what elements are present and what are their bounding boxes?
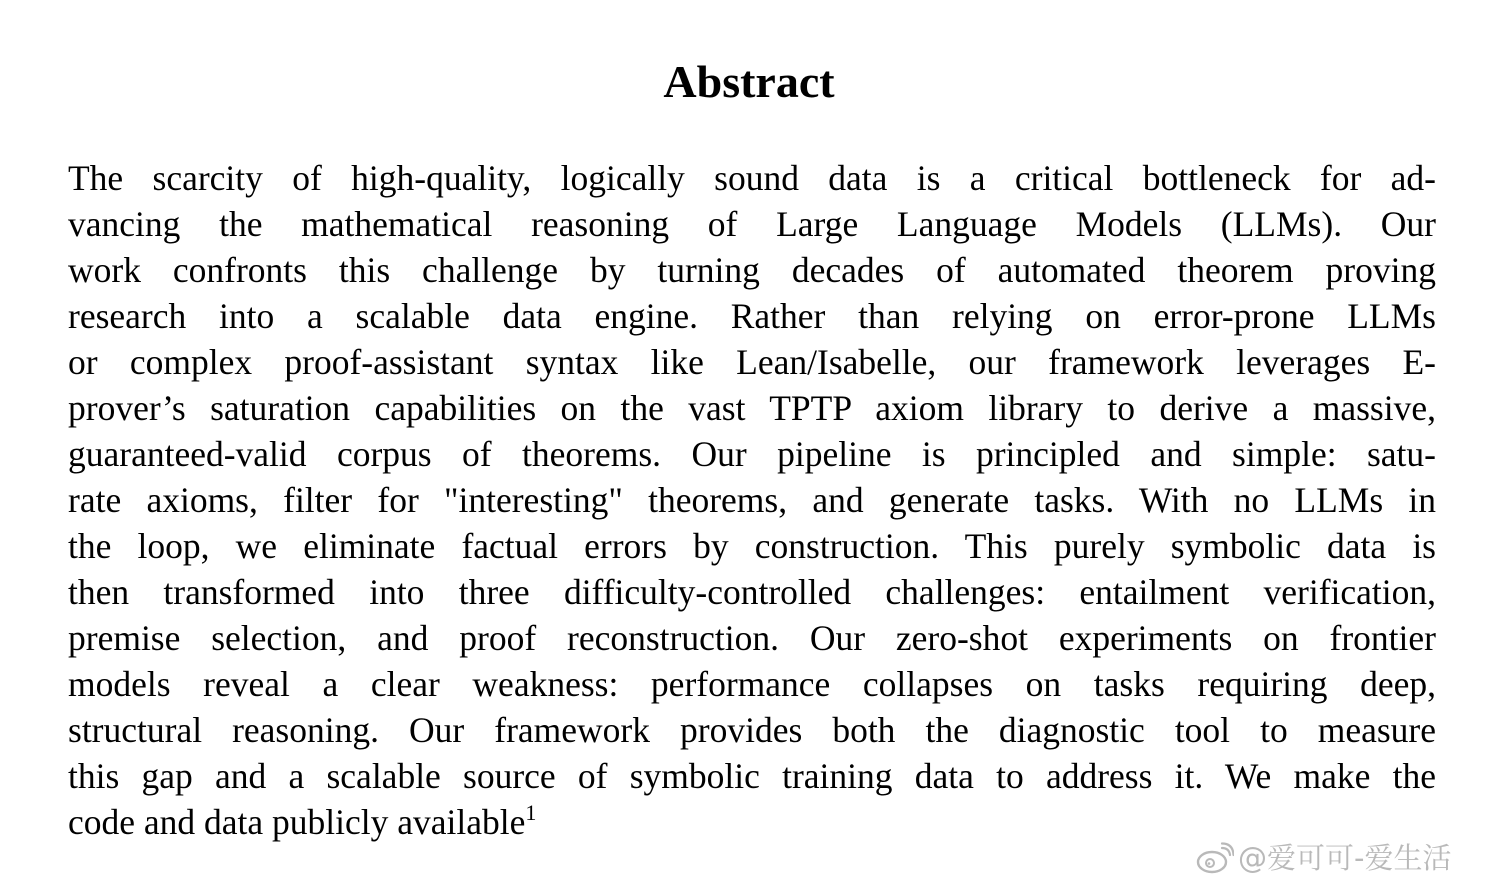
abstract-heading: Abstract — [663, 56, 835, 107]
footnote-marker[interactable]: 1 — [525, 800, 537, 825]
abstract-body — [68, 155, 1436, 845]
abstract-line: the loop, we eliminate factual errors by construction. This purely symbolic data is — [68, 526, 1436, 566]
abstract-line: rate axioms, filter for "interesting" theorems, and generate tasks. With no LLMs in — [68, 480, 1436, 520]
abstract-line: then transformed into three difficulty-controlled challenges: entailment verification, — [68, 572, 1436, 612]
watermark — [1196, 838, 1451, 878]
abstract-line: The scarcity of high-quality, logically sound data is a critical bottleneck for ad- — [68, 158, 1436, 198]
abstract-line: guaranteed-valid corpus of theorems. Our pipeline is principled and simple: satu- — [68, 434, 1436, 474]
abstract-line: vancing the mathematical reasoning of Large Language Models (LLMs). Our — [68, 204, 1436, 244]
abstract-line: models reveal a clear weakness: performance collapses on tasks requiring deep, — [68, 664, 1436, 704]
abstract-line: work confronts this challenge by turning decades of automated theorem proving — [68, 250, 1436, 290]
abstract-line: or complex proof-assistant syntax like Lean/Isabelle, our framework leverages E- — [68, 342, 1436, 382]
abstract-line: structural reasoning. Our framework provides both the diagnostic tool to measure — [68, 710, 1436, 750]
abstract-line: this gap and a scalable source of symbolic training data to address it. We make the — [68, 756, 1436, 796]
abstract-line: prover’s saturation capabilities on the vast TPTP axiom library to derive a massive, — [68, 388, 1436, 428]
watermark-text: @爱可可-爱生活 — [1238, 841, 1452, 875]
abstract-line: research into a scalable data engine. Rather than relying on error-prone LLMs — [68, 296, 1436, 336]
weibo-icon — [1196, 842, 1234, 874]
abstract-line-text: code and data publicly available — [68, 802, 526, 842]
abstract-line: premise selection, and proof reconstruction. Our zero-shot experiments on frontier — [68, 618, 1436, 658]
